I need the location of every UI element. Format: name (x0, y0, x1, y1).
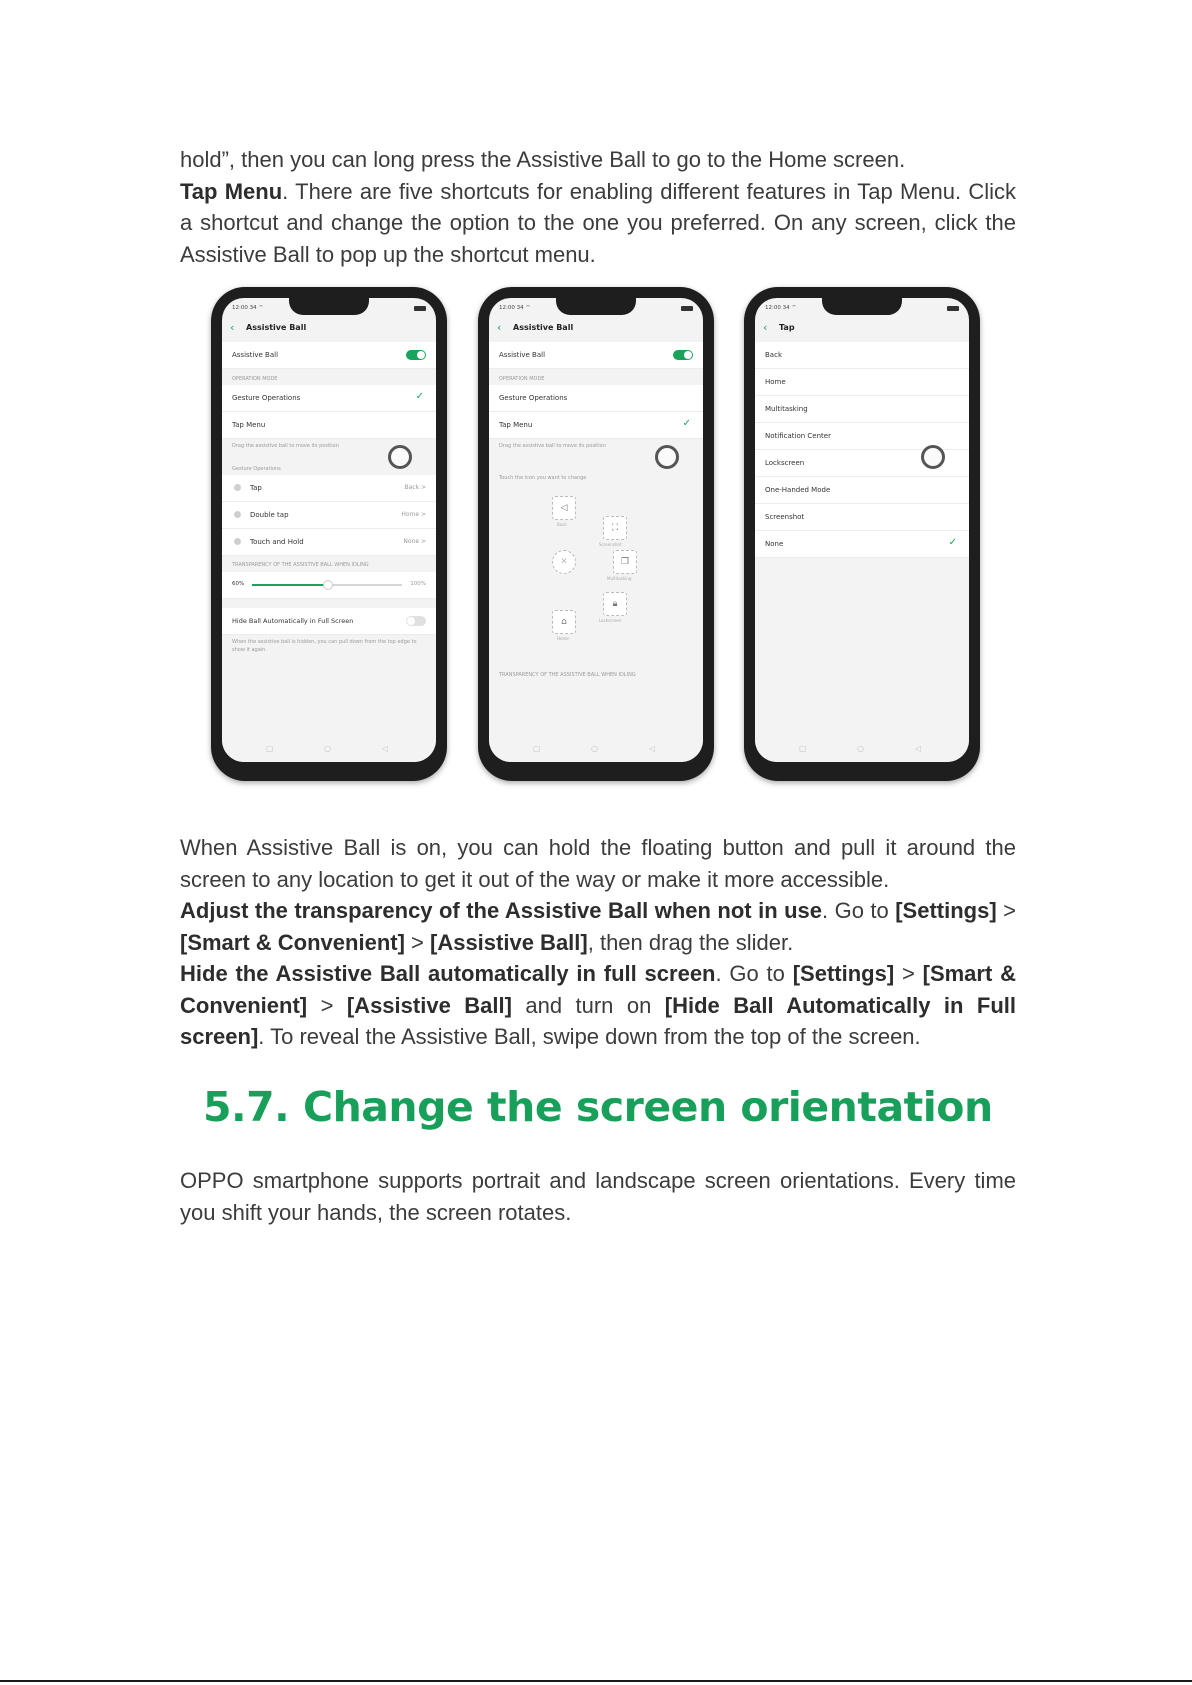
checkmark-icon: ✓ (948, 537, 957, 548)
slider-knob[interactable] (323, 580, 333, 590)
back-chevron-icon[interactable]: ‹ (763, 321, 768, 334)
hold-paragraph: When Assistive Ball is on, you can hold the floating button and pull it around the screen to any location to get it out of the way or make it more accessible. (180, 835, 1016, 892)
text-fragment: , then drag the slider. (587, 929, 794, 955)
row-label: Hide Ball Automatically in Full Screen (232, 617, 354, 625)
tap-menu-body: . There are five shortcuts for enabling different features in Tap Menu. Click a shortcut and change the option to the one you preferred. On any screen, click the Assistive Ball to pop up the shortcut menu. (180, 178, 1017, 267)
double-tap-gesture-icon (234, 511, 241, 518)
touch-hint: Touch the icon you want to change (499, 475, 587, 481)
orientation-paragraph: OPPO smartphone supports portrait and landscape screen orientations. Every time you shift your hands, the screen rotates. (180, 1168, 1016, 1225)
intro-line: hold”, then you can long press the Assistive Ball to go to the Home screen. (180, 147, 906, 172)
row-label: Double tap (250, 511, 289, 519)
touch-hold-gesture-icon (234, 538, 241, 545)
tap-menu-row[interactable] (489, 412, 703, 439)
row-label: Assistive Ball (499, 351, 546, 359)
row-label: Touch and Hold (250, 538, 304, 546)
tap-option-one-handed-mode[interactable] (755, 477, 969, 504)
recent-apps-icon[interactable]: ▢ (266, 744, 274, 753)
title-bar (755, 317, 969, 339)
battery-icon (681, 306, 693, 311)
text-fragment: > (996, 898, 1016, 923)
option-label: One-Handed Mode (765, 486, 831, 494)
transparency-slider[interactable] (252, 584, 402, 586)
phone-3-screen (755, 298, 969, 762)
nav-bar (222, 736, 436, 762)
section-label: Gesture Operations (232, 466, 281, 472)
hide-ball-option: [Hide Ball Automatically in Full screen] (180, 992, 1016, 1049)
assistive-ball-path: [Assistive Ball] (430, 929, 588, 955)
row-label: Gesture Operations (499, 394, 568, 402)
back-icon[interactable]: ◁ (915, 744, 922, 753)
shortcut-label: Screenshot (599, 542, 622, 547)
recent-apps-icon[interactable]: ▢ (799, 744, 807, 753)
double-tap-row[interactable] (222, 502, 436, 529)
touch-hold-row[interactable] (222, 529, 436, 556)
text-fragment: > (894, 961, 923, 986)
shortcut-label: Lockscreen (599, 618, 622, 623)
hide-note: When the assistive ball is hidden, you can pull down from the top edge to show it again. (232, 639, 417, 653)
section-label: TRANSPARENCY OF THE ASSISTIVE BALL WHEN IDLING (232, 562, 369, 568)
phone-2-screen (489, 298, 703, 762)
tap-option-home[interactable] (755, 369, 969, 396)
gesture-operations-row[interactable] (222, 385, 436, 412)
option-label: Screenshot (765, 513, 805, 521)
tap-gesture-icon (234, 484, 241, 491)
status-time: 12:00 34 ⌔ (232, 305, 264, 311)
assistive-ball-toggle-row[interactable] (489, 342, 703, 369)
back-chevron-icon[interactable]: ‹ (230, 321, 235, 334)
smart-convenient-path: [Smart & Convenient] (180, 929, 405, 955)
slider-max-label: 100% (410, 581, 426, 587)
status-time: 12:00 34 ⌔ (499, 305, 531, 311)
option-label: Back (765, 351, 782, 359)
tap-option-multitasking[interactable] (755, 396, 969, 423)
adjust-transparency-label: Adjust the transparency of the Assistive Ball when not in use (180, 898, 823, 923)
settings-path: [Settings] (792, 961, 895, 986)
text-fragment: . Go to (715, 961, 793, 986)
row-label: Tap Menu (232, 421, 266, 429)
tap-option-screenshot[interactable] (755, 504, 969, 531)
tap-row[interactable] (222, 475, 436, 502)
page-footer-rule (0, 1680, 1192, 1682)
screen-title: Assistive Ball (246, 323, 307, 332)
settings-path: [Settings] (895, 898, 997, 923)
intro-paragraph (180, 144, 1016, 270)
lockscreen-shortcut-icon[interactable]: 🔒︎ (603, 592, 627, 616)
phone-screenshot-1 (211, 287, 447, 781)
nav-bar (489, 736, 703, 762)
section-heading: 5.7. Change the screen orientation (203, 1083, 993, 1131)
row-value: Home > (401, 511, 426, 518)
checkmark-icon: ✓ (415, 391, 424, 402)
tap-menu-row[interactable] (222, 412, 436, 439)
nav-bar (755, 736, 969, 762)
battery-icon (414, 306, 426, 311)
tap-menu-label: Tap Menu (180, 178, 283, 204)
hide-ball-label: Hide the Assistive Ball automatically in full screen (180, 961, 716, 986)
shortcut-label: Multitasking (607, 576, 632, 581)
text-fragment: . Go to (822, 898, 896, 923)
row-label: Tap (250, 484, 262, 492)
text-fragment: > (404, 929, 430, 955)
row-label: Tap Menu (499, 421, 533, 429)
close-shortcut-icon[interactable]: ✕ (552, 550, 576, 574)
status-time: 12:00 34 ⌔ (765, 305, 797, 311)
hide-ball-row[interactable] (222, 608, 436, 635)
assistive-ball-icon[interactable] (921, 445, 945, 469)
battery-icon (947, 306, 959, 311)
assistive-ball-icon[interactable] (655, 445, 679, 469)
checkmark-icon: ✓ (682, 418, 691, 429)
transparency-slider-row[interactable] (222, 572, 436, 599)
tap-option-back[interactable] (755, 342, 969, 369)
text-fragment: . To reveal the Assistive Ball, swipe down from the top of the screen. (258, 1024, 921, 1049)
row-label: Assistive Ball (232, 351, 279, 359)
screen-title: Assistive Ball (513, 323, 574, 332)
recent-apps-icon[interactable]: ▢ (533, 744, 541, 753)
shortcut-label: Back (557, 522, 567, 527)
hide-ball-toggle[interactable] (406, 616, 426, 626)
multitasking-shortcut-icon[interactable]: ❐ (613, 550, 637, 574)
back-icon[interactable]: ◁ (649, 744, 656, 753)
option-label: Notification Center (765, 432, 831, 440)
smart-convenient-path: [Smart & Convenient] (180, 961, 1016, 1018)
gesture-operations-row[interactable] (489, 385, 703, 412)
assistive-ball-toggle[interactable] (673, 350, 693, 360)
drag-hint: Drag the assistive ball to move its position (232, 443, 339, 449)
phone-1-screen (222, 298, 436, 762)
slider-min-label: 60% (232, 581, 245, 587)
section-label: OPERATION MODE (499, 376, 545, 382)
drag-hint: Drag the assistive ball to move its position (499, 443, 606, 449)
title-bar (489, 317, 703, 339)
phone-screenshot-2 (478, 287, 714, 781)
back-shortcut-icon[interactable]: ◁ (552, 496, 576, 520)
status-bar (499, 304, 693, 314)
screenshot-shortcut-icon[interactable]: ⛶ (603, 516, 627, 540)
section-label: OPERATION MODE (232, 376, 278, 382)
option-label: Lockscreen (765, 459, 805, 467)
back-chevron-icon[interactable]: ‹ (497, 321, 502, 334)
status-bar (232, 304, 426, 314)
text-fragment: > (307, 992, 347, 1018)
option-label: Home (765, 378, 786, 386)
home-icon[interactable]: ○ (591, 744, 598, 753)
home-icon[interactable]: ○ (857, 744, 864, 753)
option-label: Multitasking (765, 405, 808, 413)
assistive-ball-toggle-row[interactable] (222, 342, 436, 369)
home-shortcut-icon[interactable]: ⌂ (552, 610, 576, 634)
row-value: None > (403, 538, 426, 545)
phone-screenshot-3 (744, 287, 980, 781)
assistive-ball-instructions (180, 832, 1016, 1053)
screen-title: Tap (779, 323, 795, 332)
tap-option-none[interactable] (755, 531, 969, 558)
assistive-ball-toggle[interactable] (406, 350, 426, 360)
home-icon[interactable]: ○ (324, 744, 331, 753)
assistive-ball-icon[interactable] (388, 445, 412, 469)
option-label: None (765, 540, 784, 548)
back-icon[interactable]: ◁ (382, 744, 389, 753)
assistive-ball-path: [Assistive Ball] (346, 992, 512, 1018)
row-value: Back > (404, 484, 426, 491)
row-label: Gesture Operations (232, 394, 301, 402)
shortcut-label: Home (557, 636, 569, 641)
text-fragment: and turn on (511, 992, 665, 1018)
title-bar (222, 317, 436, 339)
section-label: TRANSPARENCY OF THE ASSISTIVE BALL WHEN IDLING (499, 672, 636, 678)
status-bar (765, 304, 959, 314)
